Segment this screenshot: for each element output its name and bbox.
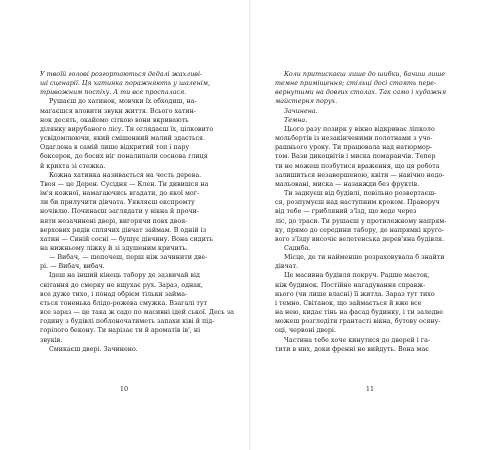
text-line: магаєшся вловити звуки життя. Всього хатин-	[40, 107, 197, 115]
left-page-number: 10	[119, 385, 129, 393]
text-line: тити в них, доки френні не вийдуть. Вона має	[275, 345, 429, 353]
text-line: дівчат.	[275, 263, 299, 271]
text-line: вернутими на довгих столах. Так само і художня	[275, 89, 447, 97]
text-line: і темно. Світанок, що займається й вже все	[275, 299, 422, 307]
text-line: Це масивна будівля покруч. Радше маєток,	[284, 272, 430, 280]
text-line: рашнього уроку. Ти працювала над натюрмор-	[275, 144, 433, 152]
text-line: мольбертів із незакінченими полотнами з учо-	[275, 135, 433, 143]
text-line: У твоїй голові розгортаються дедалі жахливі-	[40, 71, 203, 78]
right-page	[251, 0, 500, 450]
right-page-text	[275, 70, 463, 354]
text-line: хатин — Синій сосні — бушує дівчину. Вона сидить	[40, 235, 213, 243]
text-line: Одаглена в самій лише відкритий топ і пару	[40, 144, 190, 152]
text-line: Темна.	[284, 116, 308, 124]
text-line: горілого бекону. Ти нарізає ти й ароматів ів', ні	[40, 327, 201, 335]
text-line: Частина тебе хоче кинутися до дверей і га-	[284, 336, 431, 344]
text-line: ші сценарії. Ця хатинка поражняють у шаленім,	[40, 80, 211, 88]
text-line: ти не можеш позбутися враження, що ця робота	[275, 162, 440, 170]
left-page-text	[40, 70, 235, 354]
text-line: Садиба.	[284, 244, 311, 252]
text-line: ім'я кожної, намагаючись вгадати, до якої мог-	[40, 190, 200, 198]
text-line: мальовані, миска — назавжди без фруктів.	[275, 180, 420, 188]
text-line: світання до смерку не вщухає рух. Зараз, однак,	[40, 281, 203, 289]
text-line: верхових рядів сплячих дівчат займам. В одній із	[40, 226, 207, 234]
text-line: боксерок, до босих ніг поналипали соснова глиця	[40, 153, 208, 161]
text-line: Місце, де ти найменше розраховувала б знайти	[284, 254, 445, 262]
text-line: Кожна хатинка називається на честь дерева.	[49, 171, 202, 179]
right-page-number: 11	[365, 385, 375, 393]
text-line: нок десять, окайомо сіткою вони вкривають	[40, 116, 189, 124]
text-line: няти незачинені двері, вигорячи повх двоя-	[40, 217, 188, 225]
text-line: все зараз — це така ж садо по масивні ідей ської. Десь за	[40, 309, 235, 317]
text-line: ку, прямо до середини табору, де напрямкі круго-	[275, 226, 444, 234]
text-line: темне приміщення; стільці досі стоять пере-	[275, 80, 437, 88]
text-line: й крихта зі стежка.	[40, 162, 106, 170]
text-line: звуків.	[40, 336, 63, 344]
text-line: ділянку вирубаного лісу. Ти оглядаєш їх, цілковито	[40, 125, 214, 133]
text-line: вого з'їзду височіє велетенська дерев'яна будівля.	[275, 235, 445, 243]
text-line: Рушаєш до хатинок, мовчки їх обходиш, на-	[49, 98, 197, 106]
text-line: ється тоненька блідо-рожева смужка. Взагалі тут	[40, 299, 208, 307]
text-line: — Вибач, — шепочеш, перш ніж зачинити две-	[49, 254, 208, 262]
text-line: Смикаєш двері. Зачинено.	[49, 345, 138, 353]
text-line: Ти задкуєш від будівлі, повільно розвертаєш-	[284, 190, 437, 198]
text-line: на нижньому ліжку й зі здушеним кричить.	[40, 244, 188, 252]
text-line: рі. — Вибач, вибач.	[40, 263, 105, 271]
text-line: тривожним поспіху. А ти все проспалася.	[40, 89, 187, 97]
text-line: на нею, кидає тінь на фасад будинку, і ти заледве	[275, 309, 443, 317]
text-line: все дуже тихо, і понад обрієм тільки займа-	[40, 290, 188, 298]
text-line: усвідомлюючи, який смішенний малий здається.	[40, 135, 206, 143]
text-line: оці, червоні двері.	[275, 327, 336, 335]
text-line: ночівлю. Починаєш заглядати у вікна й прочи-	[40, 208, 199, 216]
text-line: Твоя — це Дерен. Сусідня — Клен. Ти дивишся на	[40, 180, 209, 188]
text-line: можеш розгледіти грантасті вікна, бутову осяну-	[275, 318, 441, 326]
text-line: том. Вази дикоцвітів і миска помаранчів. Тепер	[275, 153, 436, 161]
text-line: Цього разу позирк у вікно відкриває ліпколо	[284, 125, 435, 133]
text-line: ли би прилучити дівчата. Уявляєш експромту	[40, 199, 195, 207]
text-line: Зачинена.	[284, 107, 318, 115]
text-line: майстерня порух.	[275, 98, 338, 106]
text-line: годину з будівлі поблоночатиметь запахи ківі й під-	[40, 318, 215, 326]
text-line: залишиться незавершеною, квіти — навічно недо-	[275, 171, 445, 179]
left-page	[0, 0, 249, 450]
text-line: нього (чи лише власні) її житла. Зараз тут тихо	[275, 290, 435, 298]
text-line: ся, розпумуєш над наступним кроком. Праворуч	[275, 199, 440, 207]
text-line: Коли притискаєш лише до шибки, бачиш лише	[284, 71, 446, 78]
text-line: від тебе — грибляний з'їзд, що веде через	[275, 208, 417, 216]
text-line: ніж будинок. Постійне нагадування справж-	[275, 281, 426, 289]
text-line: Ідеш на інший кінець табору де зазвичай від	[49, 272, 200, 280]
text-line: ліс, до траси. Ти рушаєш у протилежному напрям-	[275, 217, 447, 225]
